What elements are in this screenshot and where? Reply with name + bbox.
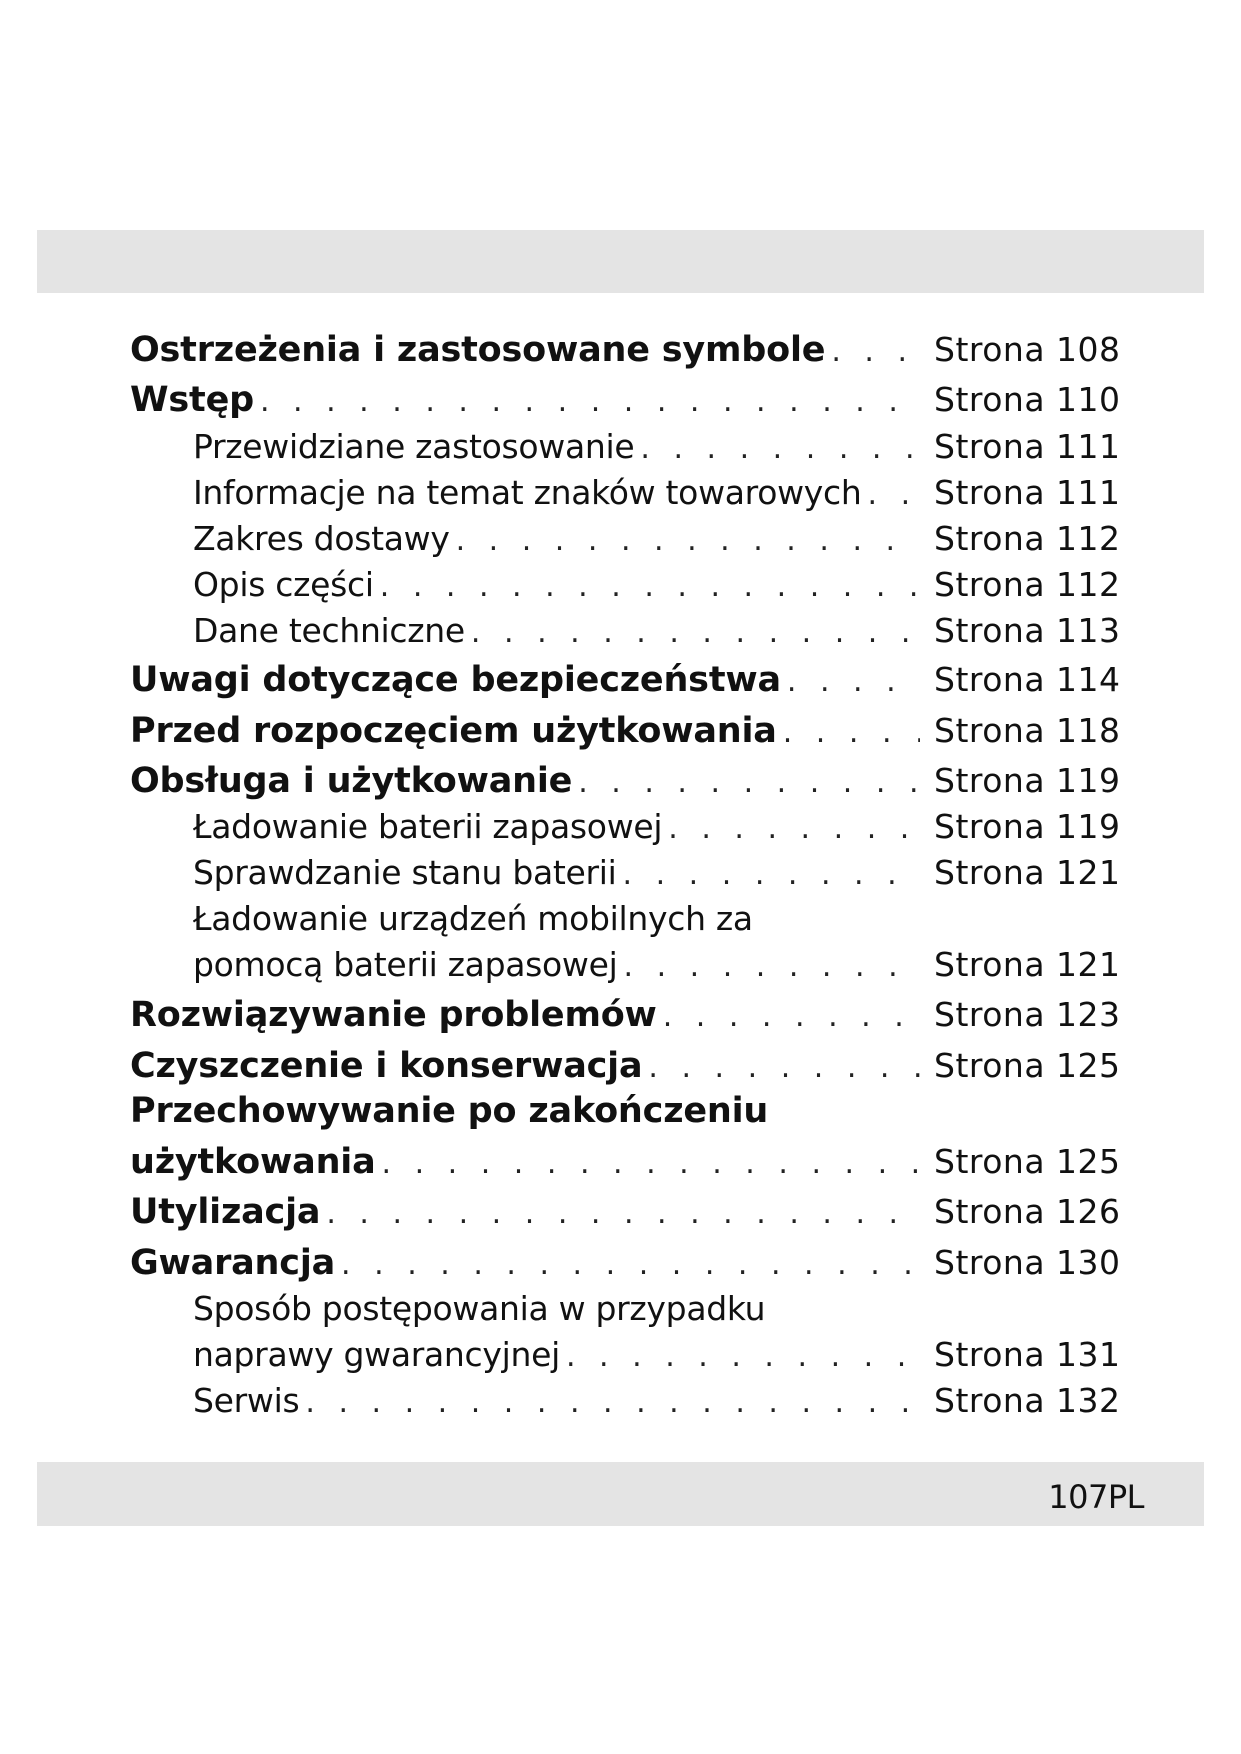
toc-dot-leader: [617, 857, 920, 892]
toc-entry[interactable]: [0, 473, 1241, 519]
toc-entry-page: Strona 118: [934, 711, 1121, 750]
toc-dot-leader: [634, 431, 920, 466]
toc-entry-title: Sposób postępowania w przypadku: [193, 1289, 766, 1328]
toc-entry[interactable]: [0, 565, 1241, 611]
toc-entry-page: Strona 125: [934, 1142, 1121, 1181]
toc-dot-leader: [781, 664, 920, 699]
toc-dot-leader: [254, 384, 920, 419]
toc-dot-leader: [465, 615, 920, 650]
toc-entry[interactable]: [0, 519, 1241, 565]
toc-entry-title: Utylizacja: [130, 1192, 321, 1232]
toc-dot-leader: [572, 765, 920, 800]
toc-entry-page: Strona 123: [934, 995, 1121, 1034]
toc-entry-title: Przed rozpoczęciem użytkowania: [130, 711, 777, 751]
toc-entry[interactable]: [0, 380, 1241, 426]
toc-dot-leader: [376, 1146, 920, 1181]
toc-entry-page: Strona 110: [934, 380, 1121, 419]
toc-entry-page: Strona 126: [934, 1192, 1121, 1231]
toc-entry[interactable]: [0, 427, 1241, 473]
toc-entry[interactable]: [0, 1192, 1241, 1238]
toc-entry-title: Sprawdzanie stanu baterii: [193, 853, 617, 892]
toc-entry-page: Strona 112: [934, 519, 1121, 558]
toc-entry-page: Strona 119: [934, 761, 1121, 800]
toc-entry-page: Strona 114: [934, 660, 1121, 699]
toc-entry-title: Wstęp: [130, 380, 254, 420]
toc-dot-leader: [777, 715, 920, 750]
footer-band: [37, 1462, 1204, 1526]
toc-entry[interactable]: [0, 1289, 1241, 1335]
header-band: [37, 230, 1204, 293]
toc-dot-leader: [862, 477, 921, 512]
toc-entry-title: Przechowywanie po zakończeniu: [130, 1091, 769, 1131]
toc-entry-title: Serwis: [193, 1381, 300, 1420]
toc-entry-page: Strona 119: [934, 807, 1121, 846]
toc-entry-page: Strona 131: [934, 1335, 1121, 1374]
toc-dot-leader: [299, 1385, 920, 1420]
toc-entry[interactable]: [0, 660, 1241, 706]
toc-entry-title: Czyszczenie i konserwacja: [130, 1046, 643, 1086]
toc-entry[interactable]: [0, 945, 1241, 991]
toc-entry-title: Informacje na temat znaków towarowych: [193, 473, 862, 512]
toc-entry[interactable]: [0, 807, 1241, 853]
toc-entry-title: Gwarancja: [130, 1243, 336, 1283]
toc-entry[interactable]: [0, 1046, 1241, 1092]
toc-dot-leader: [374, 569, 920, 604]
page-number: 107PL: [1048, 1478, 1144, 1516]
toc-entry[interactable]: [0, 853, 1241, 899]
toc-entry[interactable]: [0, 899, 1241, 945]
toc-entry[interactable]: [0, 711, 1241, 757]
toc-dot-leader: [618, 949, 921, 984]
toc-entry-page: Strona 113: [934, 611, 1121, 650]
toc-entry-page: Strona 111: [934, 473, 1121, 512]
toc-entry[interactable]: [0, 611, 1241, 657]
toc-entry-title: Ładowanie baterii zapasowej: [193, 807, 663, 846]
toc-dot-leader: [825, 334, 920, 369]
toc-entry-title: naprawy gwarancyjnej: [193, 1335, 560, 1374]
toc-dot-leader: [662, 811, 920, 846]
toc-entry[interactable]: [0, 1142, 1241, 1188]
toc-entry-page: Strona 108: [934, 330, 1121, 369]
toc-entry[interactable]: [0, 1335, 1241, 1381]
toc-entry-page: Strona 111: [934, 427, 1121, 466]
toc-entry[interactable]: [0, 995, 1241, 1041]
toc-entry-title: użytkowania: [130, 1142, 376, 1182]
toc-entry[interactable]: [0, 1091, 1241, 1137]
toc-entry-title: Przewidziane zastosowanie: [193, 427, 635, 466]
toc-entry-title: Rozwiązywanie problemów: [130, 995, 657, 1035]
toc-entry-page: Strona 121: [934, 945, 1121, 984]
toc-entry[interactable]: [0, 1243, 1241, 1289]
toc-entry-title: Ładowanie urządzeń mobilnych za: [193, 899, 753, 938]
toc-entry-title: Zakres dostawy: [193, 519, 450, 558]
toc-dot-leader: [560, 1339, 920, 1374]
toc-entry-page: Strona 132: [934, 1381, 1121, 1420]
toc-dot-leader: [450, 523, 920, 558]
toc-entry-title: Uwagi dotyczące bezpieczeństwa: [130, 660, 781, 700]
toc-entry-page: Strona 125: [934, 1046, 1121, 1085]
toc-dot-leader: [657, 999, 920, 1034]
toc-dot-leader: [642, 1050, 920, 1085]
toc-entry-title: Opis części: [193, 565, 374, 604]
toc-dot-leader: [335, 1247, 920, 1282]
toc-entry-page: Strona 121: [934, 853, 1121, 892]
toc-entry-title: Ostrzeżenia i zastosowane symbole: [130, 330, 826, 370]
toc-entry-title: Dane techniczne: [193, 611, 465, 650]
toc-entry[interactable]: [0, 761, 1241, 807]
toc-entry-page: Strona 130: [934, 1243, 1121, 1282]
toc-entry-title: Obsługa i użytkowanie: [130, 761, 573, 801]
toc-entry-page: Strona 112: [934, 565, 1121, 604]
toc-entry[interactable]: [0, 1381, 1241, 1427]
toc-dot-leader: [320, 1196, 920, 1231]
toc-entry-title: pomocą baterii zapasowej: [193, 945, 618, 984]
toc-entry[interactable]: [0, 330, 1241, 376]
